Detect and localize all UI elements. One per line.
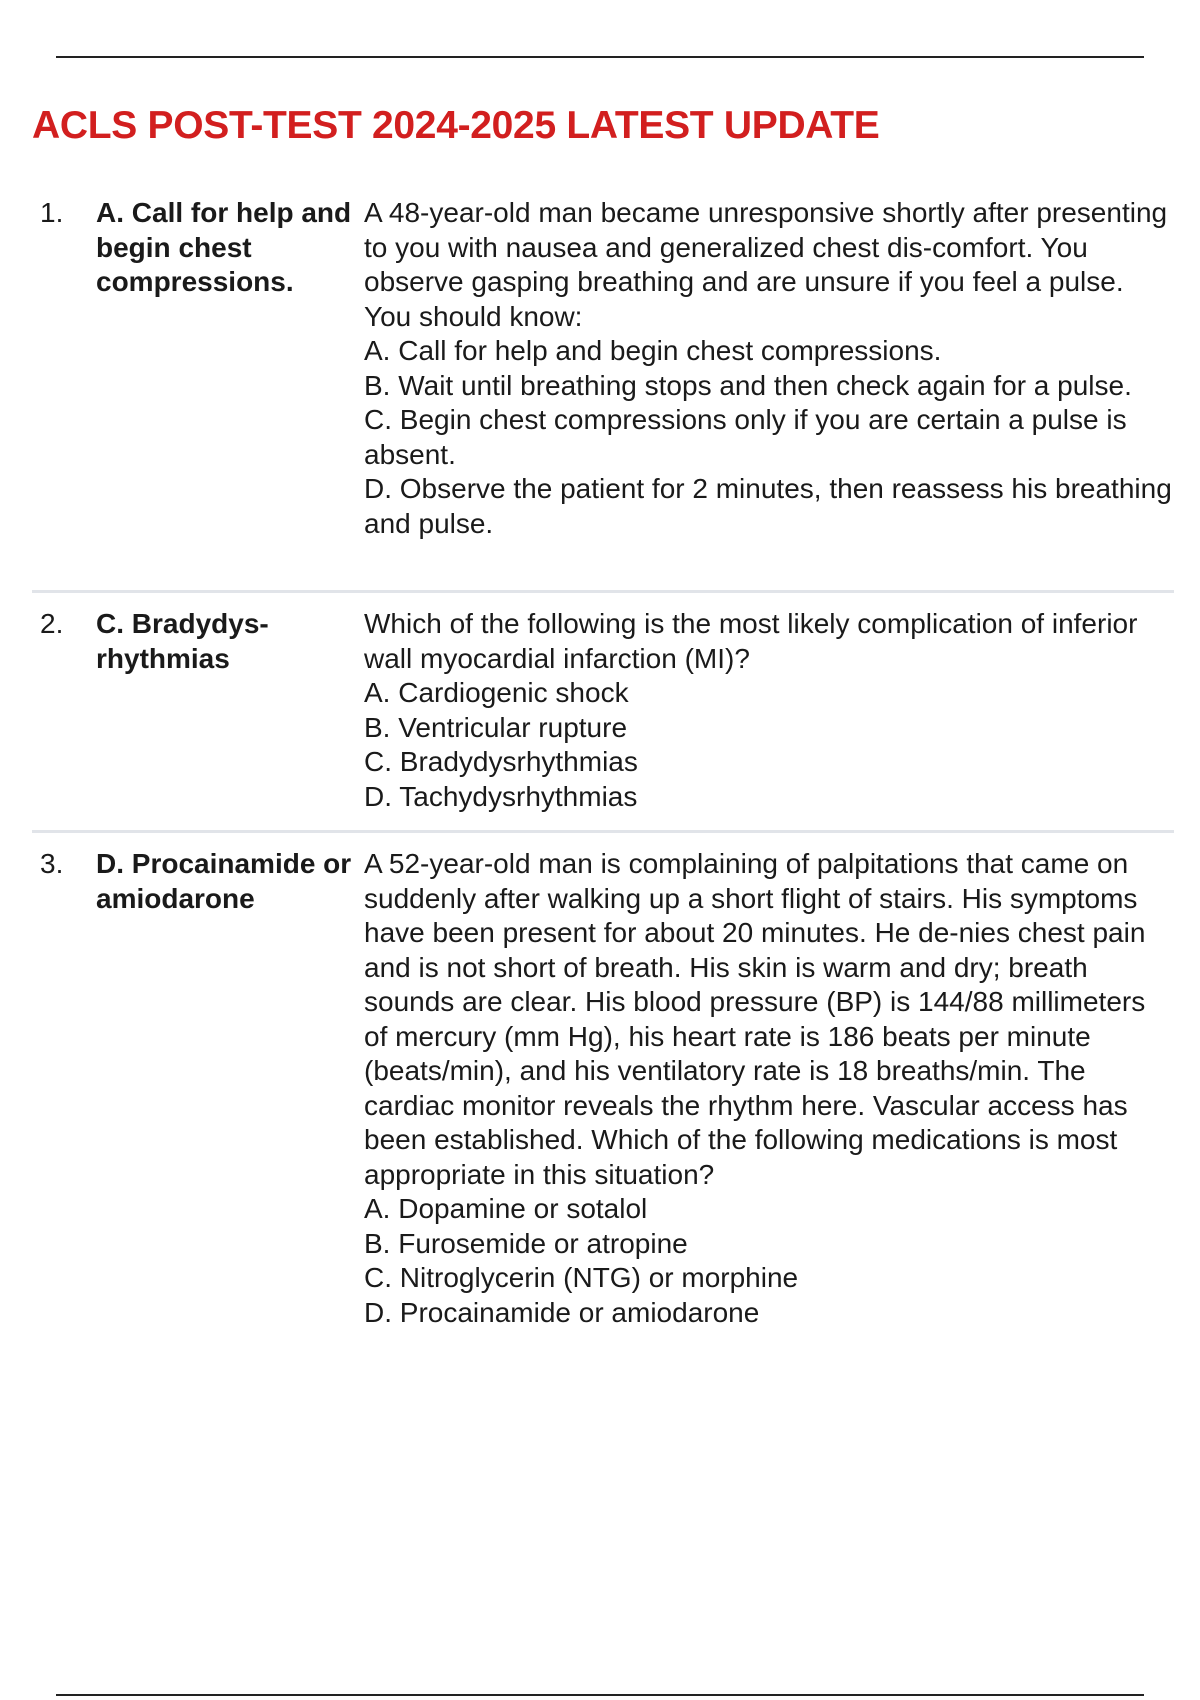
answer-key: A. Call for help and begin chest compressions.: [96, 197, 352, 297]
option-a: A. Dopamine or sotalol: [364, 1193, 648, 1224]
question-number: 2.: [40, 608, 64, 639]
option-b: B. Ventricular rupture: [364, 711, 628, 743]
question-body: [364, 847, 1174, 1330]
option-b: B. Furosemide or atropine: [364, 1227, 688, 1259]
option-d: D. Tachydysrhythmias: [364, 780, 638, 812]
option-b: B. Wait until breathing stops and then check again for a pulse.: [364, 369, 1132, 401]
answer-key: D. Procainamide or amiodarone: [96, 848, 352, 914]
question-item: [32, 590, 1174, 830]
bottom-divider: [56, 1694, 1144, 1696]
question-text: Which of the following is the most likely complication of inferior wall myocardial infarction (MI)?: [364, 608, 1138, 674]
document-title: ACLS POST-TEST 2024-2025 LATEST UPDATE: [32, 104, 880, 147]
option-a: A. Cardiogenic shock: [364, 677, 629, 708]
option-c: C. Nitroglycerin (NTG) or morphine: [364, 1262, 799, 1293]
question-text: A 48-year-old man became unresponsive shortly after presenting to you with nausea and generalized chest dis-comfort. You observe gasping breathing and are unsure if you feel a pulse. You should know:: [364, 197, 1168, 332]
answer-key: C. Bradydys-rhythmias: [96, 608, 269, 674]
question-body: [364, 607, 1174, 814]
question-item: [32, 830, 1174, 1340]
question-number: 1.: [40, 197, 64, 228]
option-a: A. Call for help and begin chest compressions.: [364, 335, 942, 366]
option-d: D. Observe the patient for 2 minutes, then reassess his breathing and pulse.: [364, 473, 1172, 539]
option-c: C. Bradydysrhythmias: [364, 746, 638, 777]
top-divider: [56, 56, 1144, 58]
question-body: [364, 196, 1174, 541]
option-c: C. Begin chest compressions only if you are certain a pulse is absent.: [364, 404, 1127, 470]
question-number: 3.: [40, 848, 64, 879]
question-list: [32, 196, 1174, 1340]
option-d: D. Procainamide or amiodarone: [364, 1296, 760, 1328]
question-text: A 52-year-old man is complaining of palpitations that came on suddenly after walking up a short flight of stairs. His symptoms have been present for about 20 minutes. He de-nies chest pain and is not short of breath. His skin is warm and dry; breath sounds are clear. His blood pressure (BP) is 144/88 millimeters of mercury (mm Hg), his heart rate is 186 beats per minute (beats/min), and his ventilatory rate is 18 breaths/min. The cardiac monitor reveals the rhythm here. Vascular access has been established. Which of the following medications is most appropriate in this situation?: [364, 848, 1146, 1190]
question-item: [32, 196, 1174, 590]
